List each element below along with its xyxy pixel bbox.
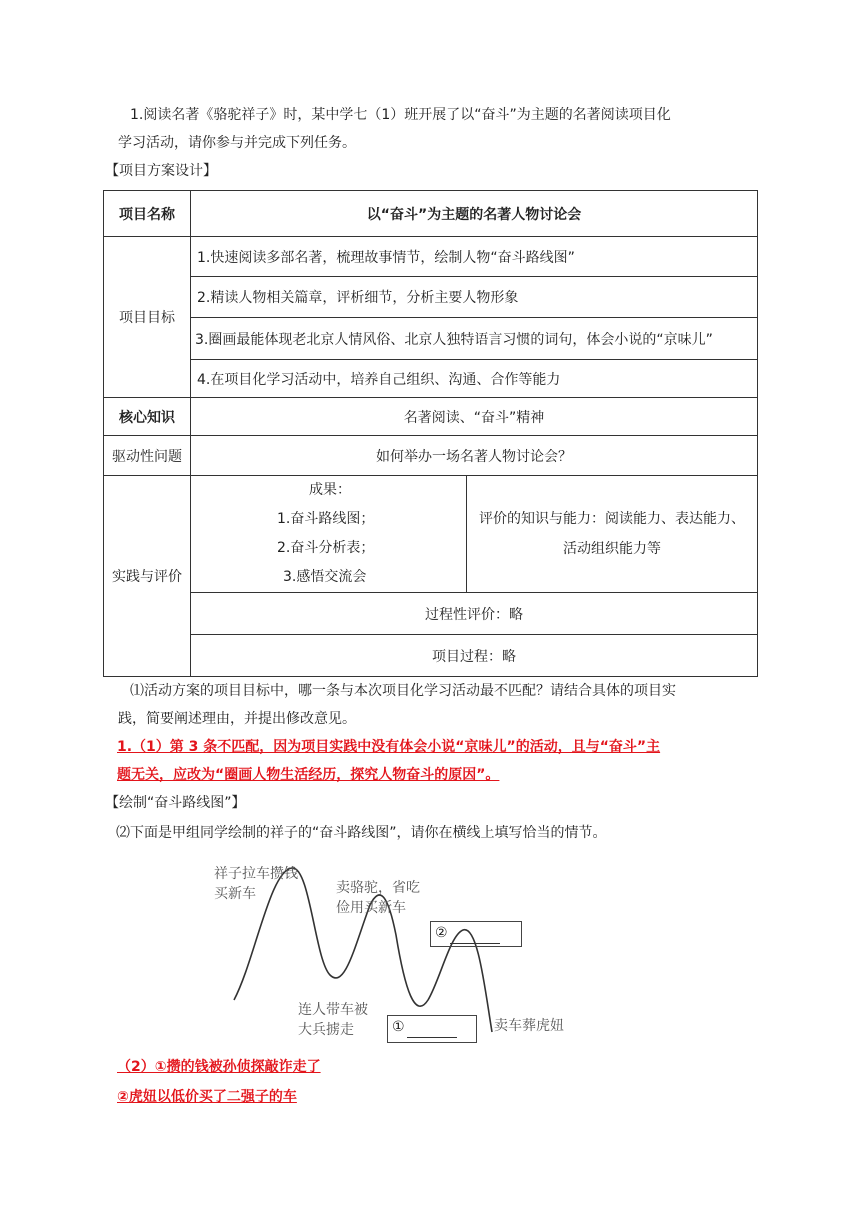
q1-line1: ⑴活动方案的项目目标中，哪一条与本次项目化学习活动最不匹配？请结合具体的项目实 [130,683,676,699]
answer-box-1[interactable] [387,1015,477,1043]
peak1-label-line1: 祥子拉车攒钱 [214,866,298,882]
q2-answer-line1: （2）①攒的钱被孙侦探敲诈走了 [117,1059,321,1075]
valley1-label-line1: 连人带车被 [298,1002,368,1018]
question-intro-line2: 学习活动，请你参与并完成下列任务。 [118,135,356,151]
driving-question-value: 如何举办一场名著人物讨论会？ [191,436,758,476]
label-core-knowledge: 核心知识 [104,398,191,436]
label-project-goals: 项目目标 [104,237,191,398]
results-title: 成果： [309,482,351,498]
evaluation-line1: 评价的知识与能力：阅读能力、表达能力、 [479,511,745,527]
result-item: 1.奋斗路线图； [277,511,375,527]
project-plan-table [103,190,758,677]
core-knowledge-value: 名著阅读、“奋斗”精神 [191,398,758,436]
peak1-label-line2: 买新车 [214,886,256,902]
peak2-label-line2: 俭用买新车 [336,900,406,916]
blank1-marker: ① [392,1019,405,1035]
q1-answer-line2: 题无关，应改为“圈画人物生活经历，探究人物奋斗的原因”。 [117,767,500,783]
goal-item: 3.圈画最能体现老北京人情风俗、北京人独特语言习惯的词句，体会小说的“京味儿” [191,318,758,360]
process-evaluation: 过程性评价：略 [191,593,758,635]
answer-box-2[interactable] [430,921,522,947]
section-title-route: 【绘制“奋斗路线图”】 [105,795,246,811]
question-intro-line1: 1.阅读名著《骆驼祥子》时，某中学七（1）班开展了以“奋斗”为主题的名著阅读项目化 [130,107,671,123]
blank2-marker: ② [435,925,448,941]
label-driving-question: 驱动性问题 [104,436,191,476]
q2-answer-line2: ②虎妞以低价买了二强子的车 [117,1089,297,1105]
goal-item: 1.快速阅读多部名著，梳理故事情节，绘制人物“奋斗路线图” [191,237,758,277]
goal-item: 4.在项目化学习活动中，培养自己组织、沟通、合作等能力 [191,360,758,398]
result-item: 3.感悟交流会 [283,569,367,585]
valley3-label: 卖车葬虎妞 [494,1018,564,1034]
valley1-label-line2: 大兵掳走 [298,1022,354,1038]
peak2-label-line1: 卖骆驼，省吃 [336,880,420,896]
blank2-line [450,929,500,944]
project-process: 项目过程：略 [191,635,758,677]
evaluation-cell [467,476,758,593]
q1-answer-line1: 1.（1）第 3 条不匹配，因为项目实践中没有体会小说“京味儿”的活动，且与“奋斗”主 [117,739,661,755]
q2-line1: ⑵下面是甲组同学绘制的祥子的“奋斗路线图”，请你在横线上填写恰当的情节。 [116,825,607,841]
section-title-plan: 【项目方案设计】 [105,163,217,179]
result-item: 2.奋斗分析表； [277,540,375,556]
label-project-name: 项目名称 [104,191,191,237]
evaluation-line2: 活动组织能力等 [563,541,661,557]
label-practice-evaluation: 实践与评价 [104,476,191,677]
results-cell [191,476,467,593]
blank1-line [407,1023,457,1038]
project-name-value: 以“奋斗”为主题的名著人物讨论会 [191,191,758,237]
goal-item: 2.精读人物相关篇章，评析细节，分析主要人物形象 [191,277,758,318]
q1-line2: 践，简要阐述理由，并提出修改意见。 [118,711,356,727]
